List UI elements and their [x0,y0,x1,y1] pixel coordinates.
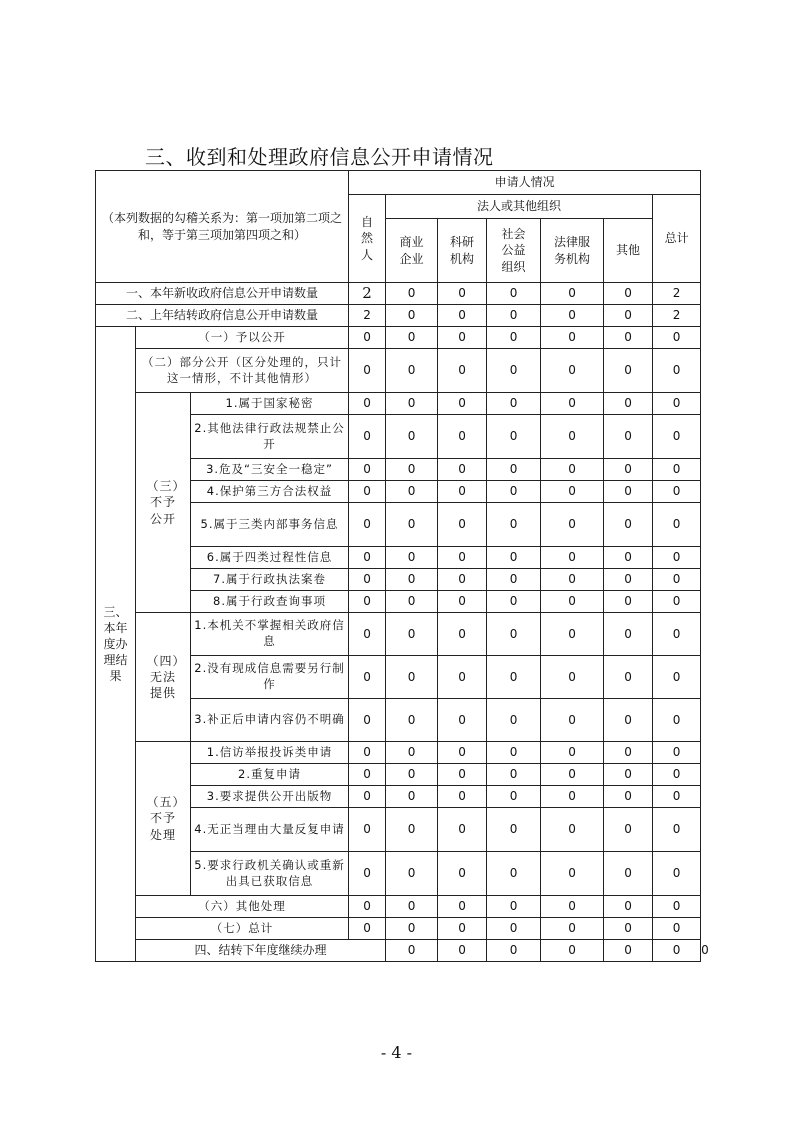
header-applicant: 申请人情况 [349,171,701,195]
row-label: （六）其他处理 [136,896,349,918]
cell: 0 [438,393,487,415]
cell: 0 [653,699,701,742]
row-label: （二）部分公开（区分处理的，只计这一情形，不计其他情形） [136,349,349,393]
cell: 0 [438,656,487,699]
row-label: 四、结转下年度继续办理 [136,940,386,962]
cell: 2 [349,283,386,305]
cell: 0 [349,852,386,896]
cell: 0 [349,656,386,699]
cell: 0 [541,896,604,918]
cell: 0 [604,613,653,656]
cell: 0 [386,742,438,764]
row-label: 8.属于行政查询事项 [191,591,349,613]
cell: 0 [349,327,386,349]
row-label: （一）予以公开 [136,327,349,349]
cell: 0 [541,656,604,699]
row-label: 二、上年结转政府信息公开申请数量 [96,305,349,327]
cell: 0 [653,613,701,656]
cell: 0 [487,393,541,415]
row-label: 1.信访举报投诉类申请 [191,742,349,764]
cell: 0 [386,940,438,962]
cell: 0 [653,786,701,808]
cell: 0 [541,481,604,503]
cell: 0 [604,459,653,481]
header-natural-person: 自然人 [349,195,386,283]
cell: 0 [541,764,604,786]
cell: 0 [438,327,487,349]
cell: 0 [604,764,653,786]
cell: 2 [653,305,701,327]
row-label: 2.没有现成信息需要另行制作 [191,656,349,699]
cell: 0 [487,613,541,656]
cell: 0 [653,327,701,349]
cell: 0 [438,808,487,852]
cell: 0 [438,415,487,459]
cell: 0 [653,808,701,852]
cell: 0 [438,283,487,305]
cell: 0 [541,393,604,415]
cell: 0 [386,591,438,613]
cell: 0 [653,349,701,393]
cell: 0 [487,459,541,481]
page-title: 三、收到和处理政府信息公开申请情况 [145,145,494,169]
cell: 0 [604,569,653,591]
cell: 0 [604,699,653,742]
cell: 0 [386,547,438,569]
cell: 0 [604,656,653,699]
cell: 0 [604,591,653,613]
cell: 0 [541,349,604,393]
cell: 0 [604,940,653,962]
row-label: 7.属于行政执法案卷 [191,569,349,591]
row-label: 3.要求提供公开出版物 [191,786,349,808]
header-legal-group: 法人或其他组织 [386,195,653,219]
cell: 0 [438,764,487,786]
cell: 0 [653,393,701,415]
header-col-other: 其他 [604,219,653,283]
cell: 0 [604,503,653,547]
cell: 0 [487,918,541,940]
cell: 0 [541,327,604,349]
cell: 0 [349,459,386,481]
page-number: - 4 - [380,1043,413,1062]
cell: 0 [604,283,653,305]
cell: 0 [438,786,487,808]
cell: 0 [438,918,487,940]
cell: 0 [438,699,487,742]
cell: 0 [386,305,438,327]
cell: 0 [386,786,438,808]
cell: 0 [604,786,653,808]
cell: 0 [349,918,386,940]
cell: 0 [653,569,701,591]
cell: 0 [604,808,653,852]
cell: 0 [349,613,386,656]
cell: 0 [604,896,653,918]
cell: 0 [487,786,541,808]
row-label: 6.属于四类过程性信息 [191,547,349,569]
cell: 0 [487,481,541,503]
cell: 0 [541,742,604,764]
cell: 0 [541,940,604,962]
cell: 0 [541,459,604,481]
cell: 0 [653,547,701,569]
cell: 0 [349,896,386,918]
cell: 0 [487,699,541,742]
group-3-label: （三）不予公开 [136,393,191,613]
cell: 0 [349,415,386,459]
header-col-charity: 社会公益组织 [487,219,541,283]
cell: 0 [349,742,386,764]
cell: 0 [653,656,701,699]
cell: 0 [438,852,487,896]
cell: 0 [541,569,604,591]
cell: 0 [487,808,541,852]
cell: 0 [604,481,653,503]
cell: 0 [487,896,541,918]
cell: 0 [349,547,386,569]
cell: 0 [349,393,386,415]
cell: 0 [487,940,541,962]
cell: 0 [653,940,701,962]
cell: 0 [349,699,386,742]
cell: 0 [541,591,604,613]
cell: 0 [653,742,701,764]
row-label: 5.属于三类内部事务信息 [191,503,349,547]
cell: 0 [386,918,438,940]
header-col-legal: 法律服务机构 [541,219,604,283]
cell: 0 [438,896,487,918]
cell: 0 [386,283,438,305]
cell: 0 [438,569,487,591]
cell: 0 [653,415,701,459]
row-label: 4.无正当理由大量反复申请 [191,808,349,852]
cell: 0 [386,896,438,918]
cell: 0 [386,656,438,699]
cell: 0 [653,591,701,613]
cell: 0 [438,503,487,547]
cell: 0 [386,613,438,656]
cell: 0 [541,415,604,459]
cell: 0 [604,547,653,569]
cell: 0 [438,349,487,393]
cell: 0 [438,940,487,962]
cell: 0 [386,852,438,896]
cell: 0 [438,591,487,613]
cell: 0 [487,283,541,305]
cell: 0 [487,305,541,327]
cell: 0 [349,808,386,852]
cell: 0 [386,699,438,742]
row-label: 2.其他法律行政法规禁止公开 [191,415,349,459]
cell: 0 [349,786,386,808]
row-label: （七）总计 [136,918,349,940]
cell: 0 [653,764,701,786]
cell: 0 [487,764,541,786]
cell: 0 [653,918,701,940]
cell: 0 [604,742,653,764]
cell: 0 [487,547,541,569]
cell: 0 [541,699,604,742]
cell: 0 [604,393,653,415]
cell: 0 [653,459,701,481]
cell: 0 [487,742,541,764]
cell: 0 [541,283,604,305]
cell: 2 [653,283,701,305]
cell: 0 [386,415,438,459]
cell: 0 [349,591,386,613]
group-5-label: （五）不予处理 [136,742,191,896]
cell: 0 [541,852,604,896]
cell: 0 [349,569,386,591]
application-stats-table: （本列数据的勾稽关系为：第一项加第二项之和，等于第三项加第四项之和） 申请人情况 自然人 法人或其他组织 总计 商业企业 科研机构 社会公益组织 法律服务机构 其他 一、本年新收政府信息公开申请数量 2 0 0 0 0 0 2 二、上年结转政府信息公开申请数量 2 0 0 0 0 0 2 三、本年度办理结果 （一）予以公开 0 0 0 0 0 0 0 （二）部分公开（区分处理的，只计这一情形，不计其他情形） 0 0 0 0 0 0 0 （三）不予公开 1.属于国家秘密 0 0 0 0 0 0 0 2.其他法律行政法规禁止公开 0 0 0 0 0 0 0 3.危及“三安全一稳定” 0 0 0 0 0 0 0 4.保护第三方合法权益 0 0 0 0 0 0 0 5.属于三类内部事务信息 0 0 0 0 0 0 0 6.属于四类过程性信息 0 0 0 0 0 0 0 7.属于行政执法案卷 0 0 0 0 0 0 0 8.属于行政查询事项 0 0 0 0 0 0 0 （四）无法提供 1.本机关不掌握相关政府信息 0 0 0 0 0 0 0 2.没有现成信息需要另行制作 0 0 0 0 0 0 0 3.补正后申请内容仍不明确 0 0 0 0 0 0 0 （五）不予处理 1.信访举报投诉类申请 0 0 0 0 0 0 0 2.重复申请 0 0 0 0 0 0 0 3.要求提供公开出版物 0 0 0 0 0 0 0 4.无正当理由大量反复申请 0 0 0 0 0 0 0 5.要求行政机关确认或重新出具已获取信息 0 0 0 0 0 0 0 （六）其他处理 0 0 0 0 0 0 0 （七）总计 0 0 0 0 0 0 0 四、结转下年度继续办理 0 0 0 0 0 0 0 [95,170,701,962]
cell: 0 [541,305,604,327]
cell: 0 [386,327,438,349]
cell: 0 [653,481,701,503]
cell: 2 [349,305,386,327]
cell: 0 [438,481,487,503]
row-label: 3.补正后申请内容仍不明确 [191,699,349,742]
row-label: 1.本机关不掌握相关政府信息 [191,613,349,656]
header-note: （本列数据的勾稽关系为：第一项加第二项之和，等于第三项加第四项之和） [96,171,349,283]
cell: 0 [541,786,604,808]
row-label: 4.保护第三方合法权益 [191,481,349,503]
cell: 0 [438,613,487,656]
cell: 0 [604,852,653,896]
cell: 0 [386,393,438,415]
cell: 0 [349,764,386,786]
row-label: 一、本年新收政府信息公开申请数量 [96,283,349,305]
cell: 0 [438,547,487,569]
cell: 0 [386,808,438,852]
cell: 0 [604,349,653,393]
header-col-business: 商业企业 [386,219,438,283]
cell: 0 [653,852,701,896]
cell: 0 [438,742,487,764]
row-label: 2.重复申请 [191,764,349,786]
cell: 0 [386,481,438,503]
group-4-label: （四）无法提供 [136,613,191,742]
section-3-label: 三、本年度办理结果 [96,327,136,962]
cell: 0 [487,591,541,613]
header-total: 总计 [653,195,701,283]
row-label: 5.要求行政机关确认或重新出具已获取信息 [191,852,349,896]
cell: 0 [349,503,386,547]
row-label: 1.属于国家秘密 [191,393,349,415]
cell: 0 [386,503,438,547]
cell: 0 [386,764,438,786]
cell: 0 [487,327,541,349]
cell: 0 [541,918,604,940]
cell: 0 [487,503,541,547]
cell: 0 [438,459,487,481]
cell: 0 [386,459,438,481]
row-label: 3.危及“三安全一稳定” [191,459,349,481]
cell: 0 [487,569,541,591]
cell: 0 [487,349,541,393]
cell: 0 [653,896,701,918]
cell: 0 [438,305,487,327]
header-col-research: 科研机构 [438,219,487,283]
cell: 0 [541,503,604,547]
cell: 0 [386,569,438,591]
cell: 0 [487,656,541,699]
cell: 0 [541,808,604,852]
cell: 0 [541,613,604,656]
cell: 0 [487,852,541,896]
cell: 0 [349,349,386,393]
cell: 0 [604,415,653,459]
cell: 0 [604,327,653,349]
cell: 0 [487,415,541,459]
cell: 0 [541,547,604,569]
cell: 0 [604,305,653,327]
cell: 0 [604,918,653,940]
cell: 0 [349,481,386,503]
cell: 0 [653,503,701,547]
cell: 0 [386,349,438,393]
